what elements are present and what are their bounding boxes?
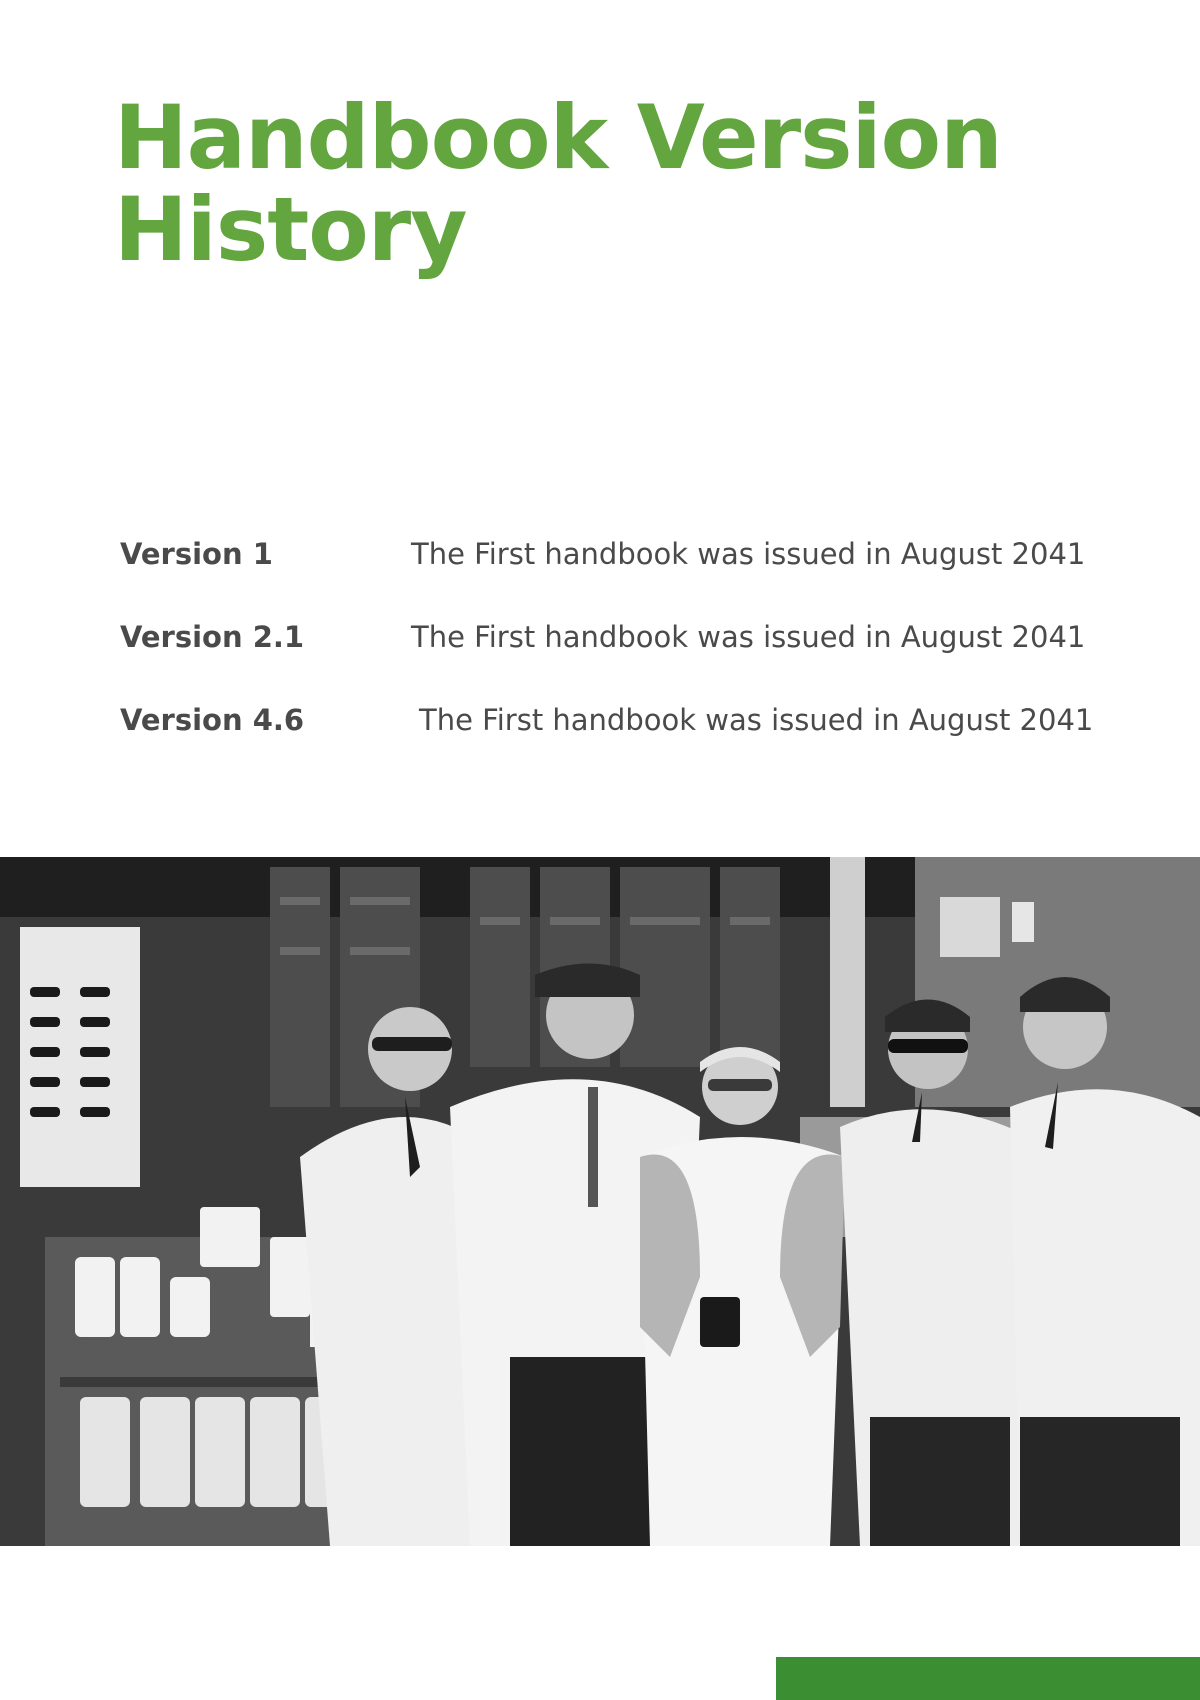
- version-description: The First handbook was issued in August 2041: [411, 620, 1086, 654]
- version-row: [120, 525, 1120, 608]
- pharmacy-staff-photo: [0, 857, 1200, 1546]
- footer-accent-bar: [776, 1657, 1200, 1700]
- photo-illustration: [0, 857, 1200, 1546]
- version-label: Version 1: [120, 537, 273, 571]
- version-history-list: [120, 525, 1120, 774]
- version-description: The First handbook was issued in August 2041: [411, 537, 1086, 571]
- page-title-line-2: History: [114, 178, 467, 281]
- version-label: Version 2.1: [120, 620, 305, 654]
- version-label: Version 4.6: [120, 703, 305, 737]
- version-description: The First handbook was issued in August 2041: [419, 703, 1094, 737]
- version-row: [120, 608, 1120, 691]
- page-title: [114, 86, 1014, 281]
- page-title-line-1: Handbook Version: [114, 86, 1002, 189]
- version-row: [120, 691, 1120, 774]
